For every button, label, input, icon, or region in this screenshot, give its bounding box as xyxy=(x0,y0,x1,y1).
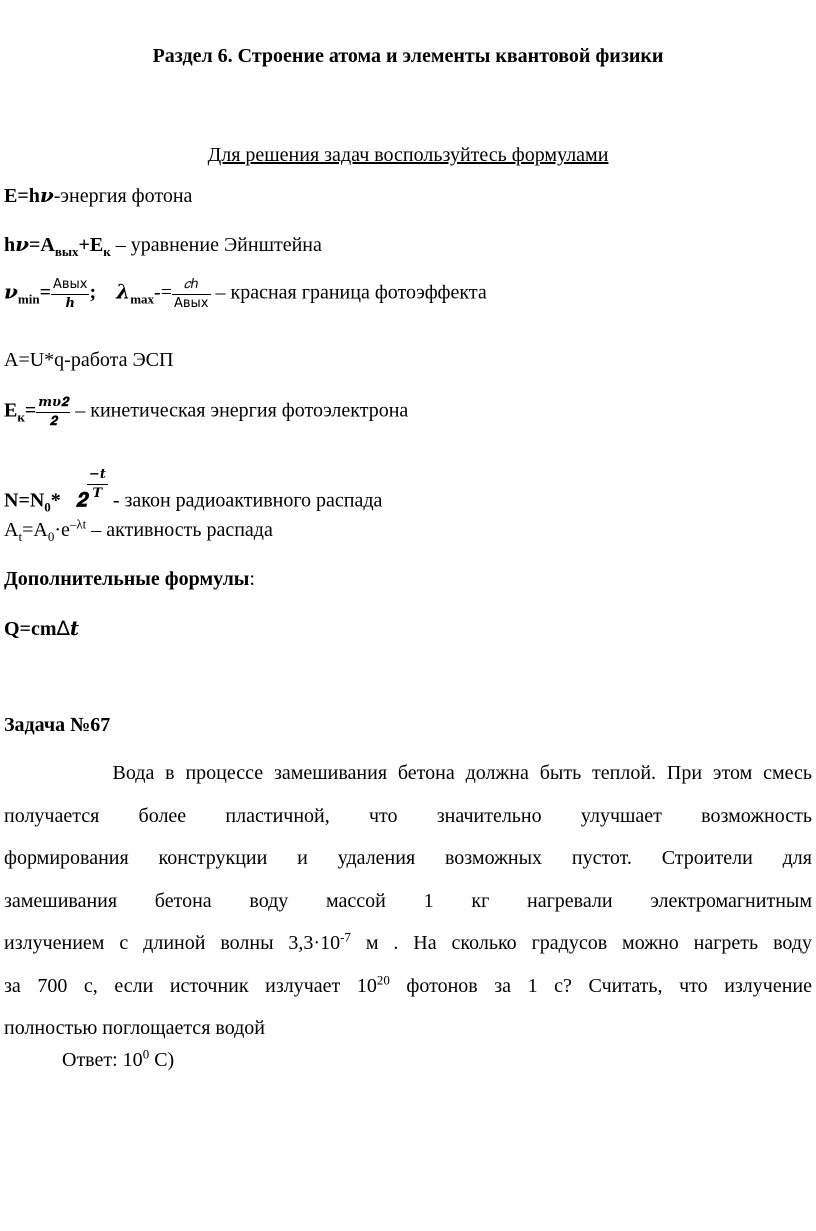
decay-exp-num: −𝒕 xyxy=(87,468,108,485)
einstein-h: h xyxy=(4,234,16,256)
kinetic-frac xyxy=(36,396,70,428)
red-limit-sep: ; xyxy=(89,281,97,304)
red-limit-frac2-den: Aвых xyxy=(173,295,209,311)
formula-einstein xyxy=(4,232,322,259)
task-line-1: Вода в процессе замешивания бетона должна быть теплой. При этом смесь xyxy=(4,762,812,784)
red-limit-lambda-sub: max xyxy=(130,291,155,307)
task-line-5-exp: -7 xyxy=(340,929,351,945)
decay-base: 𝟐 xyxy=(75,487,87,512)
decay-desc: - закон радиоактивного распада xyxy=(107,489,383,512)
red-limit-nu: 𝝂 xyxy=(4,279,18,304)
einstein-sub-vyh: вых xyxy=(54,244,79,259)
formula-work: A=U*q-работа ЭСП xyxy=(4,349,174,371)
decay-exp-den: 𝑻 xyxy=(92,485,103,501)
red-limit-eq: = xyxy=(39,281,51,304)
decay-exp-frac xyxy=(87,468,108,500)
activity-desc: – активность распада xyxy=(86,519,273,541)
section-title: Раздел 6. Строение атома и элементы квантовой физики xyxy=(152,45,664,67)
extra-formulas-colon: : xyxy=(249,568,255,590)
formula-kinetic xyxy=(4,396,408,428)
photon-energy-lhs: E=h xyxy=(4,185,40,207)
task-text xyxy=(4,752,812,1050)
formula-heat xyxy=(4,618,79,639)
decay-lhs: N=N xyxy=(4,489,45,512)
red-limit-lambda: 𝝀 xyxy=(116,279,131,304)
formula-decay xyxy=(4,467,383,515)
extra-formulas-heading xyxy=(4,569,255,589)
activity-dot-e: ·e xyxy=(54,519,70,541)
einstein-desc: – уравнение Эйнштейна xyxy=(110,234,322,256)
task-line-6-exp: 20 xyxy=(376,971,390,987)
task-title: Задача №67 xyxy=(4,714,111,736)
task-line-4: замешивания бетона воду массой 1 кг нагревали электромагнитным xyxy=(4,889,812,912)
task-line-6-a: за 700 с, если источник излучает 10 xyxy=(4,974,377,997)
red-limit-desc: – красная граница фотоэффекта xyxy=(210,281,487,304)
einstein-sub-k: к xyxy=(103,244,111,259)
task-line-6-b: фотонов за 1 с? Считать, что излучение xyxy=(389,974,812,997)
activity-exp: –λt xyxy=(69,516,87,532)
task-line-5 xyxy=(4,922,812,965)
photon-energy-desc: -энергия фотона xyxy=(53,185,193,207)
red-limit-frac2-num: 𝑐ℎ xyxy=(172,278,211,295)
decay-sub: 0 xyxy=(44,499,51,515)
kinetic-den: 𝟐 xyxy=(49,413,57,429)
extra-formulas-label: Дополнительные формулы xyxy=(4,568,250,590)
task-answer xyxy=(62,1046,175,1071)
red-limit-frac1 xyxy=(51,278,90,310)
heat-t: 𝒕 xyxy=(69,616,80,640)
activity-a0-sub: 0 xyxy=(47,529,55,544)
einstein-eq: =A xyxy=(29,234,55,256)
task-line-2: получается более пластичной, что значительно улучшает возможность xyxy=(4,804,812,827)
answer-label: Ответ: 10 xyxy=(62,1049,143,1071)
formulas-intro: Для решения задач воспользуйтесь формулами xyxy=(207,144,609,166)
kinetic-eq: = xyxy=(24,399,37,422)
task-line-7: полностью поглощается водой xyxy=(4,1017,265,1039)
decay-mult: * xyxy=(50,489,66,512)
kinetic-num: 𝒎𝝊𝟐 xyxy=(36,396,70,413)
einstein-nu: 𝝂 xyxy=(15,232,30,256)
task-line-6 xyxy=(4,965,812,1008)
activity-a: A xyxy=(4,519,19,541)
kinetic-desc: – кинетическая энергия фотоэлектрона xyxy=(70,399,409,422)
heat-lhs: Q=cm xyxy=(4,618,57,640)
photon-energy-nu: 𝝂 xyxy=(39,183,54,207)
formula-photon-energy xyxy=(4,185,192,206)
red-limit-frac1-den: 𝒉 xyxy=(65,295,75,311)
einstein-plus: +E xyxy=(78,234,104,256)
formula-red-limit xyxy=(4,278,487,310)
activity-eq: =A xyxy=(22,519,48,541)
task-line-5-b: м . На сколько градусов можно нагреть воду xyxy=(350,932,812,954)
heat-delta: ∆ xyxy=(56,616,70,640)
red-limit-nu-sub: min xyxy=(17,291,40,307)
red-limit-frac1-num: Aвых xyxy=(51,278,90,295)
red-limit-frac2 xyxy=(172,278,211,310)
task-line-5-a: излучением с длиной волны 3,3·10 xyxy=(4,932,341,954)
kinetic-sub: к xyxy=(17,409,25,425)
red-limit-eq2: -= xyxy=(154,281,172,304)
answer-exp: 0 xyxy=(142,1046,150,1062)
formula-activity xyxy=(4,516,273,544)
answer-tail: С) xyxy=(149,1049,175,1071)
activity-a-sub: t xyxy=(18,529,23,544)
task-line-3: формирования конструкции и удаления возможных пустот. Строители для xyxy=(4,847,812,869)
kinetic-lhs: E xyxy=(4,399,18,422)
